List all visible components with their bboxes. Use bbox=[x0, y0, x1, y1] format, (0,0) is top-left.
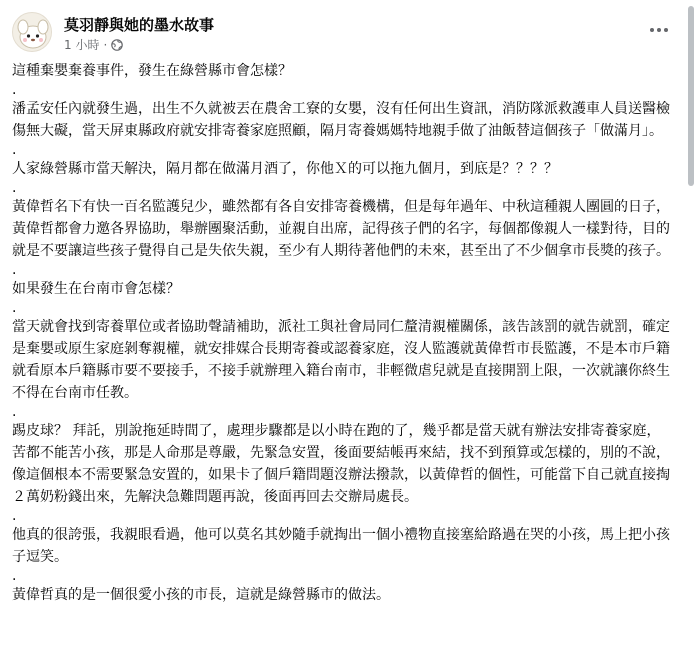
post-body bbox=[12, 60, 672, 606]
more-options-button[interactable] bbox=[645, 16, 673, 44]
paragraph-separator: . bbox=[12, 404, 17, 420]
globe-icon bbox=[111, 39, 123, 51]
avatar-cartoon-icon bbox=[13, 13, 52, 52]
more-horizontal-icon bbox=[649, 27, 669, 33]
paragraph-separator: . bbox=[12, 508, 17, 524]
avatar[interactable] bbox=[12, 12, 52, 52]
post-paragraph: 人家綠營縣市當天解決，隔月都在做滿月酒了，你他Ｘ的可以拖九個月，到底是？？？？ bbox=[12, 161, 558, 177]
paragraph-separator: . bbox=[12, 82, 17, 98]
paragraph-separator: . bbox=[12, 142, 17, 158]
post-paragraph: 當天就會找到寄養單位或者協助聲請補助，派社工與社會局同仁釐清親權關係，該告該罰的就告就罰，確定是棄嬰或原生家庭剝奪親權，就安排媒合長期寄養或認養家庭，沒人監護就黃偉哲市長監護，不是本市戶籍就看原本戶籍縣市要不要接手，不接手就辦理入籍台南市，非輕微虐兒就是直接開罰上限，一次就讓你終生不得在台南市任教。 bbox=[12, 319, 670, 401]
post-paragraph: 黃偉哲名下有快一百名監護兒少，雖然都有各自安排寄養機構，但是每年過年、中秋這種親人團圓的日子，黃偉哲都會力邀各界協助，舉辦團聚活動，並親自出席，記得孩子們的名字，每個都像親人一樣對待，目的就是不要讓這些孩子覺得自己是失依失親，至少有人期待著他們的未來，甚至出了不少個拿市長獎的孩子。 bbox=[12, 199, 670, 259]
post-header bbox=[12, 12, 677, 56]
paragraph-separator: . bbox=[12, 300, 17, 316]
post-paragraph: 踢皮球？ 拜託，別說拖延時間了，處理步驟都是以小時在跑的了，幾乎都是當天就有辦法安排寄養家庭，苦都不能苦小孩，那是人命那是尊嚴，先緊急安置，後面要結帳再來結，找不到預算或怎樣的，別的不說，像這個根本不需要緊急安置的，如果卡了個戶籍問題沒辦法撥款，以黃偉哲的個性，可能當下自己就直接掏２萬奶粉錢出來，先解決急難問題再說，後面再回去交辦局處長。 bbox=[12, 423, 670, 505]
author-name[interactable]: 莫羽靜與她的墨水故事 bbox=[64, 16, 215, 34]
post-paragraph: 這種棄嬰棄養事件，發生在綠營縣市會怎樣？ bbox=[12, 63, 292, 79]
post-paragraph: 黃偉哲真的是一個很愛小孩的市長，這就是綠營縣市的做法。 bbox=[12, 587, 390, 603]
post-paragraph: 如果發生在台南市會怎樣？ bbox=[12, 281, 180, 297]
post-meta: 1 小時 · bbox=[64, 36, 123, 53]
scrollbar[interactable] bbox=[688, 6, 694, 186]
post-time[interactable]: 1 小時 bbox=[64, 38, 100, 52]
post-paragraph: 他真的很誇張，我親眼看過，他可以莫名其妙隨手就掏出一個小禮物直接塞給路過在哭的小孩，馬上把小孩子逗笑。 bbox=[12, 527, 670, 565]
paragraph-separator: . bbox=[12, 180, 17, 196]
paragraph-separator: . bbox=[12, 568, 17, 584]
post-paragraph: 潘孟安任內就發生過，出生不久就被丟在農舍工寮的女嬰，沒有任何出生資訊，消防隊派救護車人員送醫檢傷無大礙，當天屏東縣政府就安排寄養家庭照顧，隔月寄養媽媽特地親手做了油飯替這個孩子「做滿月」。 bbox=[12, 101, 670, 139]
paragraph-separator: . bbox=[12, 262, 17, 278]
